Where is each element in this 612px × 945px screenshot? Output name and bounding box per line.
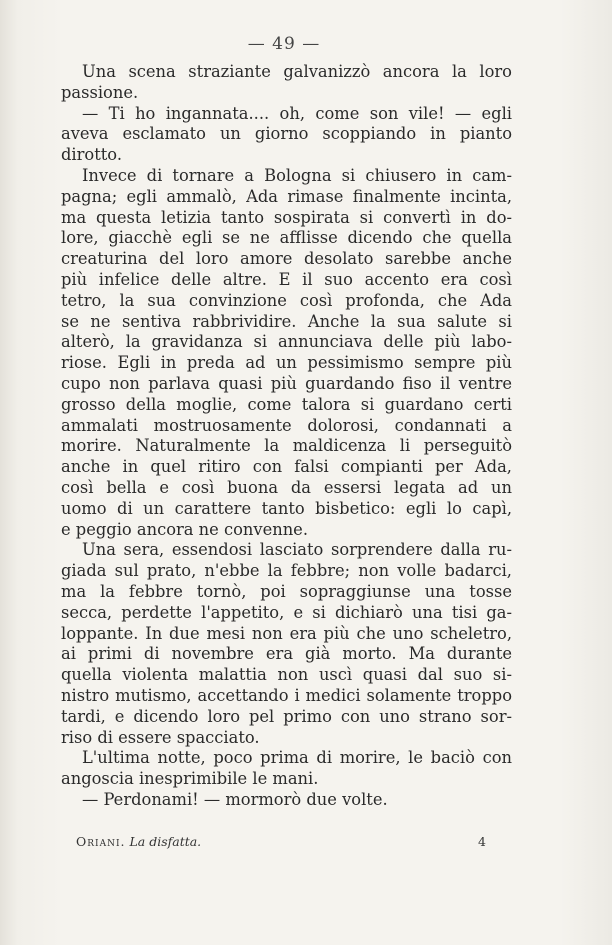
text-line: e peggio ancora ne convenne.: [61, 519, 308, 539]
text-line: morire. Naturalmente la maldicenza li perseguitò: [61, 436, 512, 456]
text-line: riso di essere spacciato.: [61, 727, 260, 747]
text-line: ai primi di novembre era già morto. Ma durante: [61, 644, 512, 664]
text-line: — Perdonami! — mormorò due volte.: [82, 789, 388, 809]
text-line: alterò, la gravidanza si annunciava delle più labo-: [61, 332, 512, 352]
text-line: Una scena straziante galvanizzò ancora la loro: [82, 62, 512, 81]
text-line: pagna; egli ammalò, Ada rimase finalmente incinta,: [61, 186, 512, 206]
text-line: Invece di tornare a Bologna si chiusero in cam-: [82, 165, 512, 185]
text-line: creaturina del loro amore desolato sarebbe anche: [61, 249, 512, 269]
text-line: lore, giacchè egli se ne afflisse dicendo che quella: [61, 228, 512, 248]
text-line: nistro mutismo, accettando i medici solamente troppo: [61, 685, 512, 705]
text-line: giada sul prato, n'ebbe la febbre; non volle badarci,: [61, 561, 512, 581]
text-line: loppante. In due mesi non era più che uno scheletro,: [61, 623, 512, 643]
text-line: grosso della moglie, come talora si guardano certi: [61, 394, 512, 414]
text-line: ma la febbre tornò, poi sopraggiunse una tosse: [61, 581, 512, 601]
text-line: anche in quel ritiro con falsi compianti per Ada,: [61, 457, 512, 477]
text-line: dirotto.: [61, 145, 122, 165]
text-line: ammalati mostruosamente dolorosi, condannati a: [61, 415, 512, 435]
text-line: cupo non parlava quasi più guardando fiso il ventre: [61, 373, 512, 393]
text-line: secca, perdette l'appetito, e si dichiarò una tisi ga-: [61, 602, 512, 622]
text-line: uomo di un carattere tanto bisbetico: egli lo capì,: [61, 498, 512, 518]
text-line: — Ti ho ingannata.... oh, come son vile! — egli: [82, 103, 512, 123]
text-line: passione.: [61, 82, 139, 102]
text-line: angoscia inesprimibile le mani.: [61, 769, 319, 789]
text-line: così bella e così buona da essersi legata ad un: [61, 477, 512, 497]
body-text: [61, 62, 512, 811]
text-line: più infelice delle altre. E il suo accento era così: [61, 269, 512, 289]
page-footer: [76, 834, 486, 849]
text-line: riose. Egli in preda ad un pessimismo sempre più: [61, 353, 512, 373]
text-line: tardi, e dicendo loro pel primo con uno strano sor-: [61, 706, 512, 726]
page-number: — 49 —: [247, 34, 321, 54]
text-line: Una sera, essendosi lasciato sorprendere dalla ru-: [82, 540, 512, 560]
footer-author: Oriani.: [76, 834, 126, 849]
text-line: aveva esclamato un giorno scoppiando in pianto: [61, 124, 512, 144]
text-line: se ne sentiva rabbrividire. Anche la sua salute si: [61, 311, 512, 331]
text-line: L'ultima notte, poco prima di morire, le baciò con: [82, 748, 512, 768]
text-line: quella violenta malattia non uscì quasi dal suo si-: [61, 665, 512, 685]
signature-mark: 4: [478, 834, 486, 849]
footer-title: La disfatta.: [129, 834, 202, 849]
text-line: tetro, la sua convinzione così profonda, che Ada: [61, 290, 512, 310]
text-line: ma questa letizia tanto sospirata si convertì in do-: [61, 207, 512, 227]
